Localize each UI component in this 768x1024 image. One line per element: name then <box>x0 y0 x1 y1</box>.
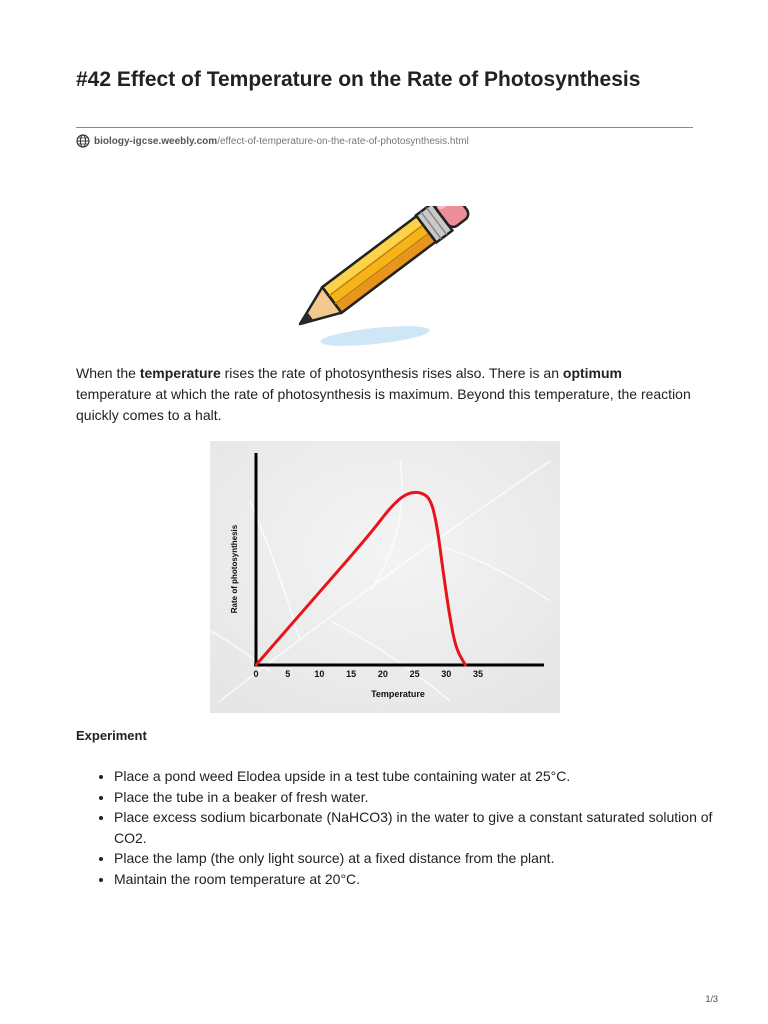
experiment-list <box>76 766 714 889</box>
intro-bold-temperature: temperature <box>139 365 221 381</box>
intro-text-3: temperature at which the rate of photosynthesis is maximum. Beyond this temperature, the reaction quickly comes to a halt. <box>76 386 691 423</box>
globe-icon <box>76 134 90 148</box>
x-tick-label: 10 <box>314 669 325 679</box>
x-axis-label: Temperature <box>371 689 425 699</box>
y-axis-label: Rate of photosynthesis <box>230 524 239 614</box>
x-tick-label: 5 <box>285 669 291 679</box>
intro-text-1: When the <box>76 365 140 381</box>
temperature-rate-chart <box>210 441 560 713</box>
source-domain[interactable]: biology-igcse.weebly.com <box>94 135 218 147</box>
intro-paragraph <box>76 363 696 426</box>
x-tick-label: 20 <box>377 669 388 679</box>
page-number: 1/3 <box>705 994 718 1004</box>
page-title: #42 Effect of Temperature on the Rate of Photosynthesis <box>76 68 641 91</box>
experiment-step: • Place the tube in a beaker of fresh water. <box>114 787 714 808</box>
experiment-heading: Experiment <box>76 728 147 743</box>
pencil-icon <box>290 206 480 356</box>
experiment-step: • Place excess sodium bicarbonate (NaHCO3) in the water to give a constant saturated solution of CO2. <box>114 807 714 848</box>
experiment-step: • Maintain the room temperature at 20°C. <box>114 869 714 890</box>
chart-svg <box>210 441 560 713</box>
x-tick-label: 0 <box>253 669 259 679</box>
source-url[interactable] <box>76 133 469 149</box>
title-divider <box>76 127 693 128</box>
x-tick-label: 25 <box>409 669 420 679</box>
experiment-step: • Place a pond weed Elodea upside in a test tube containing water at 25°C. <box>114 766 714 787</box>
source-path[interactable]: /effect-of-temperature-on-the-rate-of-photosynthesis.html <box>217 135 469 147</box>
intro-text-2: rises the rate of photosynthesis rises also. There is an <box>220 365 563 381</box>
x-tick-label: 35 <box>472 669 484 679</box>
x-tick-label: 15 <box>346 669 357 679</box>
experiment-step: • Place the lamp (the only light source) at a fixed distance from the plant. <box>114 848 714 869</box>
intro-bold-optimum: optimum <box>562 365 622 381</box>
x-tick-label: 30 <box>441 669 452 679</box>
